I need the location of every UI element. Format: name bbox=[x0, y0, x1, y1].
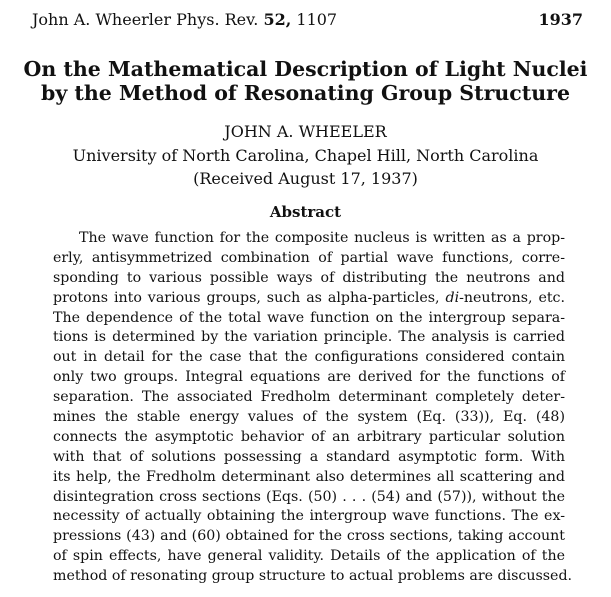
page-number: 1107 bbox=[296, 10, 338, 29]
volume: 52, bbox=[263, 10, 292, 29]
abstract-line: connects the asymptotic behavior of an arbitrary particular solution bbox=[53, 428, 565, 445]
abstract-line: The wave function for the composite nucleus is written as a prop- bbox=[79, 230, 565, 246]
abstract-line: necessity of actually obtaining the intergroup wave functions. The ex- bbox=[53, 508, 565, 525]
affiliation: University of North Carolina, Chapel Hill, North Carolina bbox=[72, 146, 539, 165]
abstract-body bbox=[53, 229, 573, 587]
abstract-line: mines the stable energy values of the system (Eq. (33)), Eq. (48) bbox=[53, 409, 565, 426]
abstract-line: tions is determined by the variation principle. The analysis is carried bbox=[53, 329, 565, 346]
abstract-line-4-tail: -neutrons, etc. bbox=[459, 289, 565, 306]
abstract-line: sponding to various possible ways of distributing the neutrons and bbox=[53, 269, 565, 286]
abstract-line: The dependence of the total wave function on the intergroup separa- bbox=[53, 309, 565, 326]
abstract-line: erly, antisymmetrized combination of partial wave functions, corre- bbox=[53, 249, 565, 266]
paper-title bbox=[0, 57, 611, 105]
title-line-2: by the Method of Resonating Group Structure bbox=[41, 81, 570, 105]
abstract-line: only two groups. Integral equations are derived for the functions of bbox=[53, 369, 565, 386]
abstract-line: its help, the Fredholm determinant also determines all scattering and bbox=[53, 468, 565, 485]
author: JOHN A. WHEELER bbox=[224, 122, 387, 141]
abstract-heading: Abstract bbox=[269, 203, 342, 221]
abstract-line: out in detail for the case that the configurations considered contain bbox=[53, 349, 565, 366]
abstract-line-4-head: protons into various groups, such as alpha-particles, bbox=[53, 289, 446, 306]
abstract-italic-di: di bbox=[445, 289, 460, 306]
abstract-line: method of resonating group structure to actual problems are discussed. bbox=[53, 568, 573, 585]
received-date: (Received August 17, 1937) bbox=[193, 169, 418, 188]
citation bbox=[32, 9, 337, 31]
running-head bbox=[32, 9, 583, 31]
abstract-line: disintegration cross sections (Eqs. (50) . . . (54) and (57)), without the bbox=[53, 488, 565, 505]
abstract-line: of spin effects, have general validity. Details of the application of the bbox=[53, 548, 565, 565]
title-line-1: On the Mathematical Description of Light Nuclei bbox=[23, 57, 588, 81]
abstract-line: with that of solutions possessing a standard asymptotic form. With bbox=[53, 448, 565, 465]
abstract-line: pressions (43) and (60) obtained for the cross sections, taking account bbox=[53, 528, 565, 545]
citation-prefix: John A. Wheerler Phys. Rev. bbox=[32, 10, 259, 29]
abstract-line bbox=[53, 289, 565, 309]
abstract-line: separation. The associated Fredholm determinant completely deter- bbox=[53, 389, 565, 406]
year: 1937 bbox=[538, 10, 583, 29]
